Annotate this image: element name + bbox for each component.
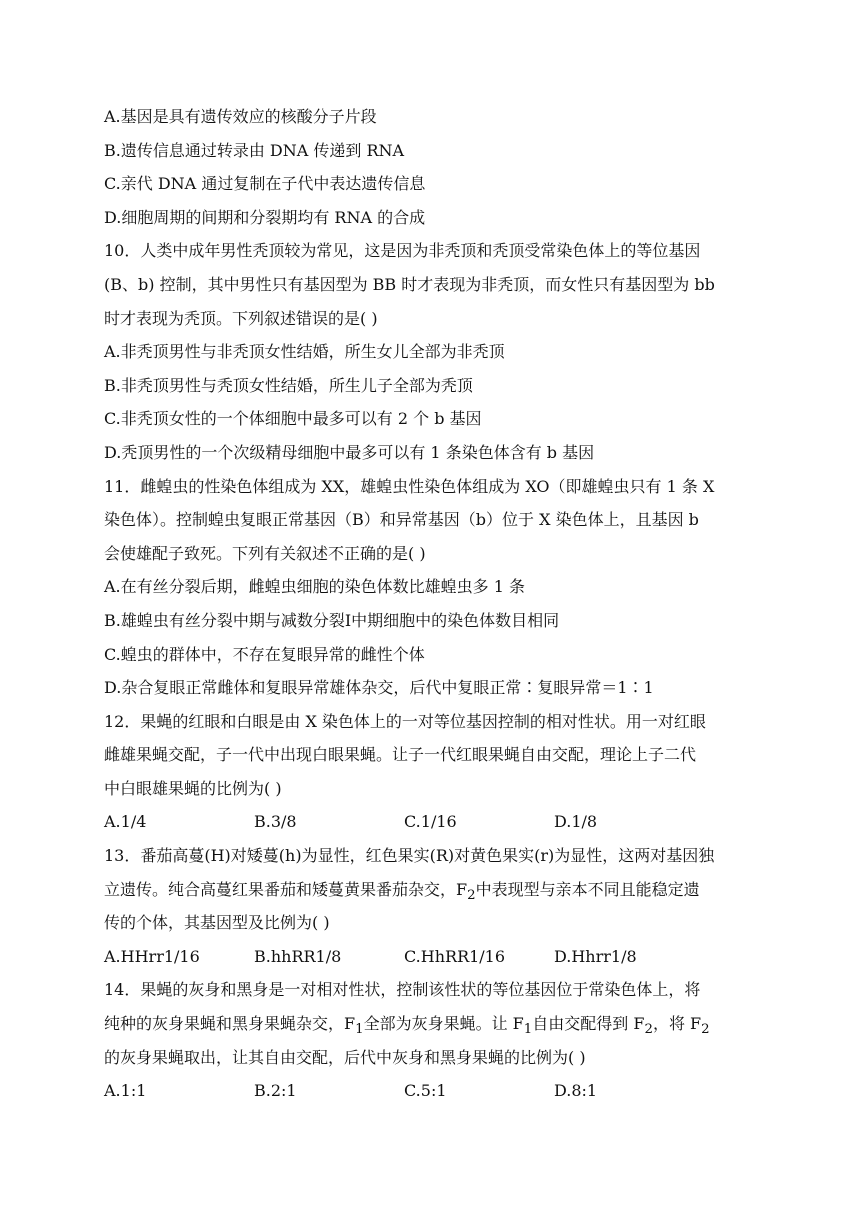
- question-content: [104, 100, 764, 1108]
- q10-option-c: C.非秃顶女性的一个体细胞中最多可以有 2 个 b 基因: [104, 409, 482, 429]
- q13-options: [104, 940, 764, 974]
- q12-option-c: C.1/16: [404, 812, 457, 832]
- q14-option-c: C.5:1: [404, 1081, 447, 1101]
- q14-option-b: B.2:1: [254, 1081, 297, 1101]
- q9-option-b: B.遗传信息通过转录由 DNA 传递到 RNA: [104, 140, 405, 160]
- q11-option-a: A.在有丝分裂后期，雌蝗虫细胞的染色体数比雄蝗虫多 1 条: [104, 577, 525, 597]
- q14-subscript-2: 1: [523, 1022, 533, 1038]
- q13-stem-2a: 立遗传。纯合高蔓红果番茄和矮蔓黄果番茄杂交，F: [104, 879, 468, 899]
- q11-option-b: B.雄蝗虫有丝分裂中期与减数分裂Ⅰ中期细胞中的染色体数目相同: [104, 610, 560, 630]
- q14-stem-2c: 自由交配得到 F: [532, 1014, 645, 1034]
- q13-option-a: A.HHrr1/16: [104, 946, 200, 966]
- q12-option-a: A.1/4: [104, 812, 147, 832]
- q10-option-b: B.非秃顶男性与秃顶女性结婚，所生儿子全部为秃顶: [104, 375, 473, 395]
- q11-stem-line-2: 染色体）。控制蝗虫复眼正常基因（B）和异常基因（b）位于 X 染色体上，且基因 b: [104, 510, 699, 530]
- q14-subscript-3: 2: [644, 1022, 653, 1038]
- q14-options: [104, 1074, 764, 1108]
- q14-stem-line-1: 14．果蝇的灰身和黑身是一对相对性状，控制该性状的等位基因位于常染色体上，将: [104, 980, 701, 1000]
- q12-stem-line-1: 12．果蝇的红眼和白眼是由 X 染色体上的一对等位基因控制的相对性状。用一对红眼: [104, 711, 706, 731]
- q11-stem-line-3: 会使雄配子致死。下列有关叙述不正确的是( ): [104, 543, 426, 563]
- q14-option-d: D.8:1: [554, 1081, 598, 1101]
- q13-subscript: 2: [467, 887, 476, 903]
- q13-option-b: B.hhRR1/8: [254, 946, 342, 966]
- q14-stem-line-3: 的灰身果蝇取出，让其自由交配，后代中灰身和黑身果蝇的比例为( ): [104, 1047, 586, 1067]
- q13-stem-line-1: 13．番茄高蔓(H)对矮蔓(h)为显性，红色果实(R)对黄色果实(r)为显性，这两对基因独: [104, 846, 715, 866]
- q9-option-c: C.亲代 DNA 通过复制在子代中表达遗传信息: [104, 174, 426, 194]
- q11-stem-line-1: 11．雌蝗虫的性染色体组成为 XX，雄蝗虫性染色体组成为 XO（即雄蝗虫只有 1 条 X: [104, 476, 715, 496]
- q11-option-d: D.杂合复眼正常雌体和复眼异常雄体杂交，后代中复眼正常∶复眼异常＝1∶1: [104, 678, 654, 698]
- q13-stem-2b: 中表现型与亲本不同且能稳定遗: [475, 879, 700, 899]
- q10-option-d: D.秃顶男性的一个次级精母细胞中最多可以有 1 条染色体含有 b 基因: [104, 442, 595, 462]
- q12-option-b: B.3/8: [254, 812, 297, 832]
- q10-stem-line-3: 时才表现为秃顶。下列叙述错误的是( ): [104, 308, 378, 328]
- q12-stem-line-3: 中白眼雄果蝇的比例为( ): [104, 778, 282, 798]
- q14-option-a: A.1:1: [104, 1081, 147, 1101]
- q10-stem-line-2: (B、b) 控制，其中男性只有基因型为 BB 时才表现为非秃顶，而女性只有基因型为 bb: [104, 274, 715, 294]
- q13-stem-line-3: 传的个体，其基因型及比例为( ): [104, 913, 330, 933]
- q9-option-d: D.细胞周期的间期和分裂期均有 RNA 的合成: [104, 207, 426, 227]
- q10-option-a: A.非秃顶男性与非秃顶女性结婚，所生女儿全部为非秃顶: [104, 342, 505, 362]
- q14-stem-2d: ，将 F: [652, 1014, 702, 1034]
- q11-option-c: C.蝗虫的群体中，不存在复眼异常的雌性个体: [104, 644, 425, 664]
- q13-stem-line-2: [104, 873, 764, 907]
- q13-option-d: D.Hhrr1/8: [554, 946, 637, 966]
- q14-stem-2b: 全部为灰身果蝇。让 F: [363, 1014, 524, 1034]
- q10-stem-line-1: 10．人类中成年男性秃顶较为常见，这是因为非秃顶和秃顶受常染色体上的等位基因: [104, 241, 701, 261]
- q13-option-c: C.HhRR1/16: [404, 946, 506, 966]
- q12-stem-line-2: 雌雄果蝇交配，子一代中出现白眼果蝇。让子一代红眼果蝇自由交配，理论上子二代: [104, 745, 697, 765]
- q14-subscript-4: 2: [701, 1022, 710, 1038]
- q14-stem-line-2: [104, 1007, 764, 1041]
- q12-options: [104, 805, 764, 839]
- q14-subscript-1: 1: [355, 1022, 364, 1038]
- q12-option-d: D.1/8: [554, 812, 598, 832]
- q14-stem-2a: 纯种的灰身果蝇和黑身果蝇杂交，F: [104, 1014, 356, 1034]
- q9-option-a: A.基因是具有遗传效应的核酸分子片段: [104, 107, 377, 126]
